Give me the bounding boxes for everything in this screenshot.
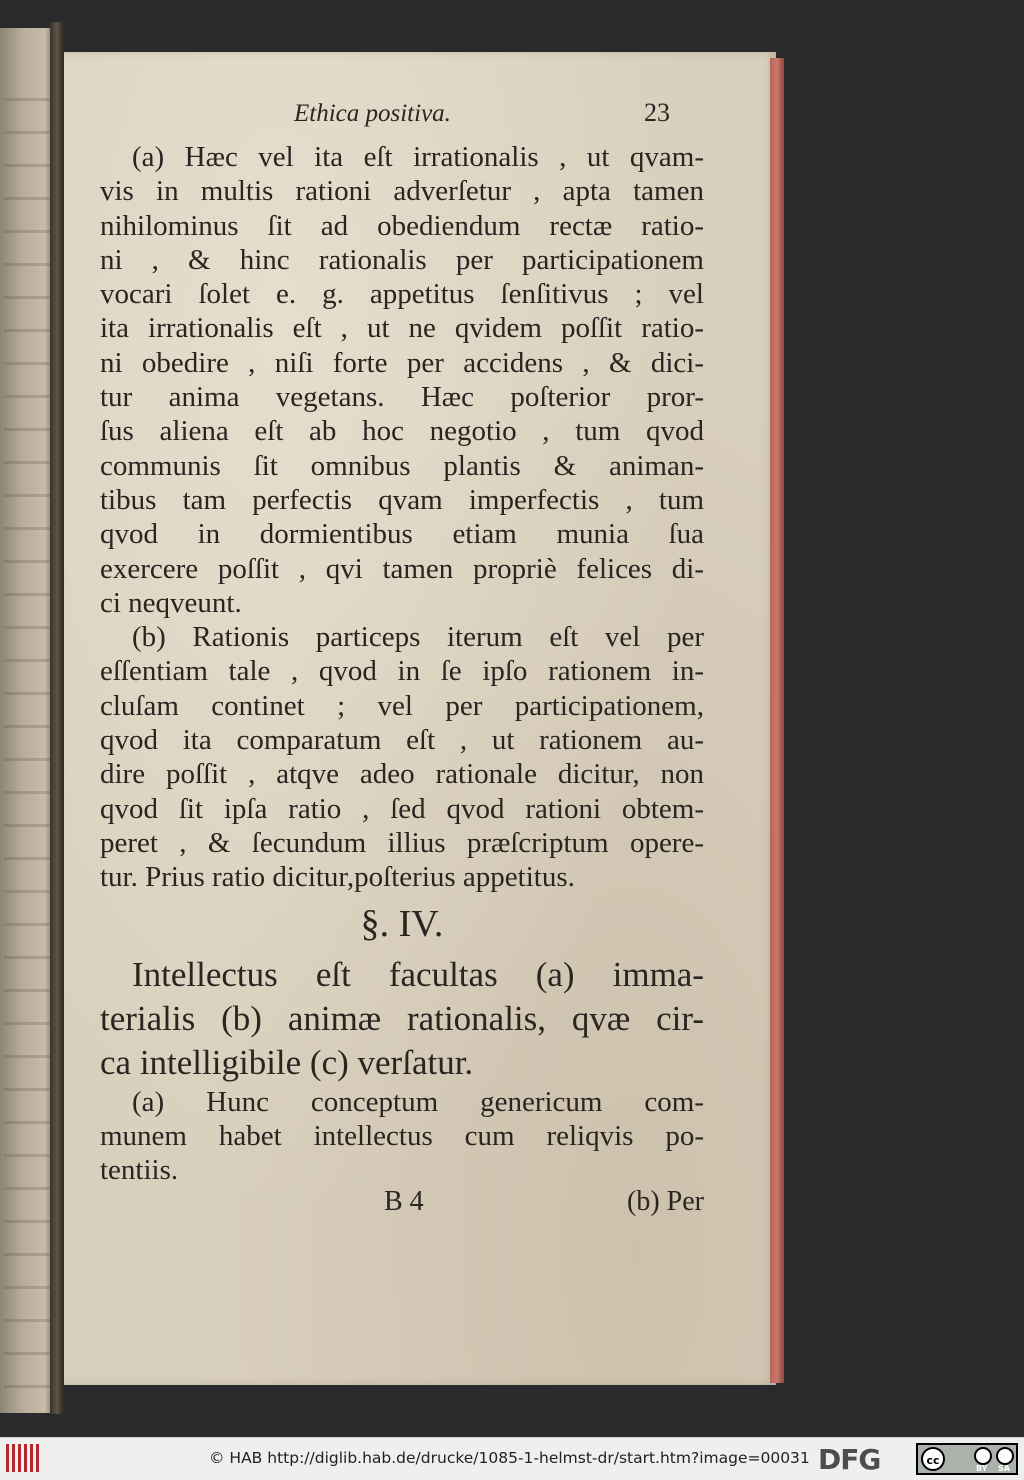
text-line: qvod in dormientibus etiam munia ſua [100,518,704,551]
by-label: BY [976,1464,988,1473]
text-line: tur. Prius ratio dicitur,poſterius appetitus. [100,861,575,894]
definition-paragraph [100,953,704,1085]
sa-label: SA [998,1464,1010,1473]
text-line: qvod ſit ipſa ratio , ſed qvod rationi obtem- [100,792,704,825]
catchword: (b) Per [627,1186,704,1217]
text-line: (a) Hæc vel ita eſt irrationalis , ut qvam- [132,141,704,173]
text-line: (b) Rationis particeps iterum eſt vel per [132,621,704,654]
hab-logo-icon [6,1444,42,1472]
copyright-link[interactable]: © HAB http://diglib.hab.de/drucke/1085-1-helmst-dr/start.htm?image=00031 [209,1449,810,1467]
red-page-edge [770,58,784,1383]
definition-line: terialis (b) animæ rationalis, qvæ cir- [100,998,704,1038]
running-head-title: Ethica positiva. [294,100,451,127]
text-line: eſſentiam tale , qvod in ſe ipſo rationem in- [100,655,704,688]
text-line: munem habet intellectus cum reliqvis po- [100,1119,704,1152]
text-line: ni , & hinc rationalis per participationem [100,243,704,276]
text-line: nihilominus ſit ad obediendum rectæ ratio- [100,209,704,242]
text-line: cluſam continet ; vel per participationem, [100,689,704,722]
running-head [64,100,776,134]
text-line: tibus tam perfectis qvam imperfectis , tum [100,483,704,516]
text-line: ci neqveunt. [100,586,242,619]
note-a-paragraph [100,140,704,620]
text-line: tentiis. [100,1154,179,1187]
text-line: vocari ſolet e. g. appetitus ſenſitivus ; vel [100,278,704,311]
sa-icon [996,1447,1014,1465]
text-line: ita irrationalis eſt , ut ne qvidem poſſit ratio- [100,312,704,345]
previous-page-edge [0,28,56,1413]
by-icon [974,1447,992,1465]
definition-line: ca intelligibile (c) verſatur. [100,1042,474,1082]
viewer-footer [0,1437,1024,1480]
text-line: (a) Hunc conceptum genericum com- [132,1085,704,1118]
page-number: 23 [644,98,670,127]
text-line: exercere poſſit , qvi tamen propriè felices di- [100,552,704,585]
section-heading: §. IV. [360,902,444,945]
text-line: communis ſit omnibus plantis & animan- [100,449,704,482]
text-line: dire poſſit , atqve adeo rationale dicitur, non [100,758,704,791]
definition-line: Intellectus eſt facultas (a) imma- [132,954,704,994]
book-spine [50,22,64,1414]
text-line: peret , & ſecundum illius præſcriptum opere- [100,826,704,859]
text-line: ni obedire , niſi forte per accidens , & dici- [100,346,704,379]
text-line: tur anima vegetans. Hæc poſterior pror- [100,381,704,414]
cc-icon: cc [921,1447,945,1471]
dfg-logo: DFG [818,1443,881,1476]
cc-license-badge[interactable] [916,1443,1018,1475]
signature-mark: B 4 [384,1186,424,1217]
page-foot [100,1186,704,1226]
text-line: ſus aliena eſt ab hoc negotio , tum qvod [100,415,704,448]
note-paragraph [100,1085,704,1188]
page-body [100,140,704,1187]
bleed-text [4,88,50,1388]
note-b-paragraph [100,620,704,894]
text-line: vis in multis rationi adverſetur , apta tamen [100,175,704,208]
text-line: qvod ita comparatum eſt , ut rationem au- [100,724,704,757]
